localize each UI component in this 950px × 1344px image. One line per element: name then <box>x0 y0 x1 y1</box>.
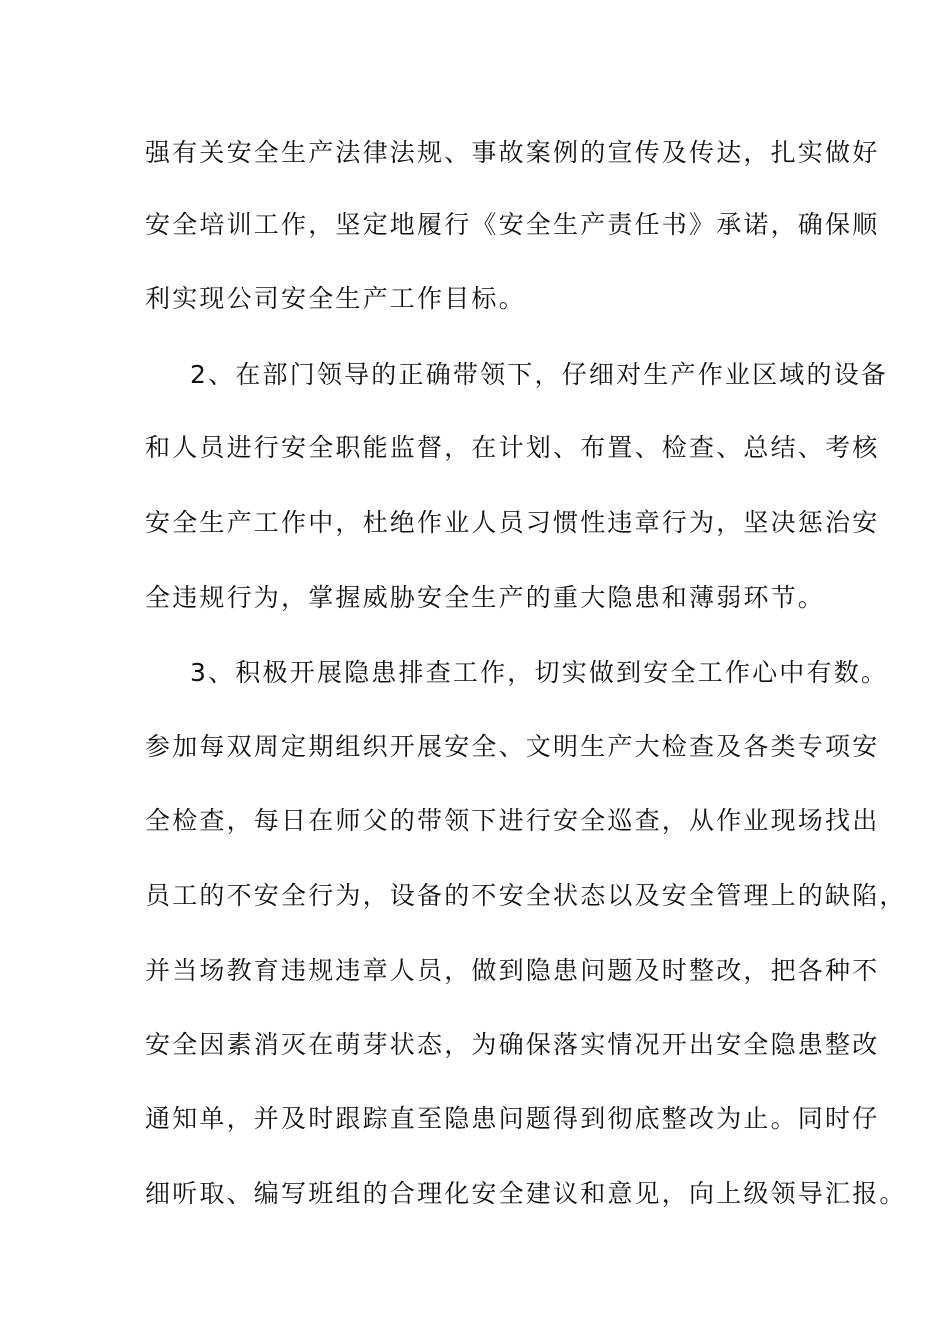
paragraph-3-line-1: 3、积极开展隐患排查工作，切实做到安全工作心中有数。 <box>190 658 889 687</box>
text-line-5: 和人员进行安全职能监督，在计划、布置、检查、总结、考核 <box>145 433 880 462</box>
text-line-9: 参加每双周定期组织开展安全、文明生产大检查及各类专项安 <box>145 732 880 761</box>
text-line-13: 安全因素消灭在萌芽状态，为确保落实情况开出安全隐患整改 <box>145 1030 880 1059</box>
text-line-1: 强有关安全生产法律法规、事故案例的宣传及传达，扎实做好 <box>145 138 880 167</box>
text-line-12: 并当场教育违规违章人员，做到隐患问题及时整改，把各种不 <box>145 956 880 985</box>
text-line-14: 通知单，并及时跟踪直至隐患问题得到彻底整改为止。同时仔 <box>145 1104 880 1133</box>
text-line-7: 全违规行为，掌握威胁安全生产的重大隐患和薄弱环节。 <box>145 583 826 612</box>
text-line-3: 利实现公司安全生产工作目标。 <box>145 284 526 313</box>
text-line-10: 全检查，每日在师父的带领下进行安全巡查，从作业现场找出 <box>145 806 880 835</box>
text-line-6: 安全生产工作中，杜绝作业人员习惯性违章行为，坚决惩治安 <box>145 508 880 537</box>
paragraph-2-line-1: 2、在部门领导的正确带领下，仔细对生产作业区域的设备 <box>190 360 889 389</box>
text-line-15: 细听取、编写班组的合理化安全建议和意见，向上级领导汇报。 <box>145 1179 907 1208</box>
text-line-11: 员工的不安全行为，设备的不安全状态以及安全管理上的缺陷， <box>145 881 907 910</box>
text-line-2: 安全培训工作，坚定地履行《安全生产责任书》承诺，确保顺 <box>145 210 880 239</box>
